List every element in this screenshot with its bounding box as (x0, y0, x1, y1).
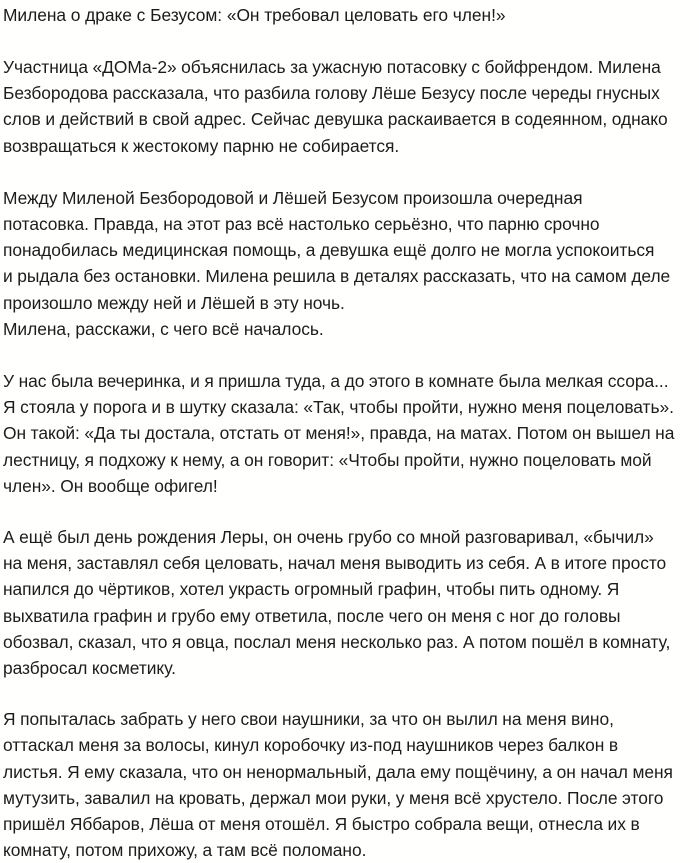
spacer-after-answer-one (3, 499, 695, 524)
paragraph-line: пришёл Яббаров, Лёша от меня отошёл. Я быстро собрала вещи, отнесла их в (3, 814, 640, 835)
paragraph-line: разбросал косметику. (3, 658, 176, 679)
paragraph-lead (3, 54, 695, 159)
paragraph-line: Милена, расскажи, с чего всё началось. (3, 318, 324, 339)
paragraph-line: понадобилась медицинская помощь, а девушка ещё долго не могла успокоиться (3, 240, 655, 261)
paragraph-line: возвращаться к жестокому парню не собирается. (3, 135, 400, 156)
paragraph-answer-three (3, 706, 695, 863)
paragraph-line: и рыдала без остановки. Милена решила в деталях рассказать, что на самом деле (3, 266, 671, 287)
paragraph-line: обозвал, сказал, что я овца, послал меня несколько раз. А потом пошёл в комнату, (3, 631, 671, 652)
paragraph-line: У нас была вечеринка, и я пришла туда, а до этого в комнате была мелкая ссора... (3, 371, 669, 392)
paragraph-line: Безбородова рассказала, что разбила голову Лёше Безусу после череды гнусных (3, 83, 660, 104)
spacer-after-lead (3, 159, 695, 185)
paragraph-answer-two (3, 524, 695, 681)
spacer-after-answer-two (3, 681, 695, 706)
paragraph-line: лестницу, я подхожу к нему, а он говорит: «Чтобы пройти, нужно поцеловать мой (3, 449, 652, 470)
paragraph-line: член». Он вообще офигел! (3, 475, 218, 496)
spacer-after-headline (3, 28, 695, 54)
paragraph-line: Участница «ДОМа-2» объяснилась за ужасную потасовку с бойфрендом. Милена (3, 57, 661, 77)
paragraph-intro (3, 185, 695, 316)
headline-line: Милена о драке с Безусом: «Он требовал целовать его член!» (3, 5, 506, 25)
paragraph-line: потасовка. Правда, на этот раз всё настолько серьёзно, что парню срочно (3, 214, 600, 235)
paragraph-line: А ещё был день рождения Леры, он очень грубо со мной разговаривал, «бычил» (3, 527, 654, 548)
paragraph-line: Он такой: «Да ты достала, отстать от меня!», правда, на матах. Потом он вышел на (3, 423, 675, 444)
paragraph-line: Я стояла у порога и в шутку сказала: «Так, чтобы пройти, нужно меня поцеловать». (3, 397, 674, 418)
paragraph-line: слов и действий в свой адрес. Сейчас девушка раскаивается в содеянном, однако (3, 109, 668, 130)
paragraph-line: комнату, потом прихожу, а там всё поломано. (3, 840, 367, 861)
paragraph-line: Между Миленой Безбородовой и Лёшей Безусом произошла очередная (3, 187, 583, 208)
paragraph-question (3, 316, 695, 342)
paragraph-line: Я попыталась забрать у него свои наушники, за что он вылил на меня вино, (3, 709, 614, 730)
paragraph-line: оттаскал меня за волосы, кинул коробочку из-под наушников через балкон в (3, 735, 619, 756)
paragraph-answer-one (3, 368, 695, 499)
paragraph-line: выхватила графин и грубо ему ответила, после чего он меня с ног до головы (3, 605, 621, 626)
spacer-after-question (3, 342, 695, 368)
paragraph-line: мутузить, завалил на кровать, держал мои руки, у меня всё хрустело. После этого (3, 787, 664, 808)
paragraph-line: на меня, заставлял себя целовать, начал меня выводить из себя. А в итоге просто (3, 553, 667, 574)
paragraph-line: листья. Я ему сказала, что он ненормальный, дала ему пощёчину, а он начал меня (3, 761, 673, 782)
paragraph-line: произошло между ней и Лёшей в эту ночь. (3, 292, 345, 313)
paragraph-line: напился до чёртиков, хотел украсть огромный графин, чтобы пить одному. Я (3, 579, 620, 600)
article-headline (3, 2, 695, 28)
